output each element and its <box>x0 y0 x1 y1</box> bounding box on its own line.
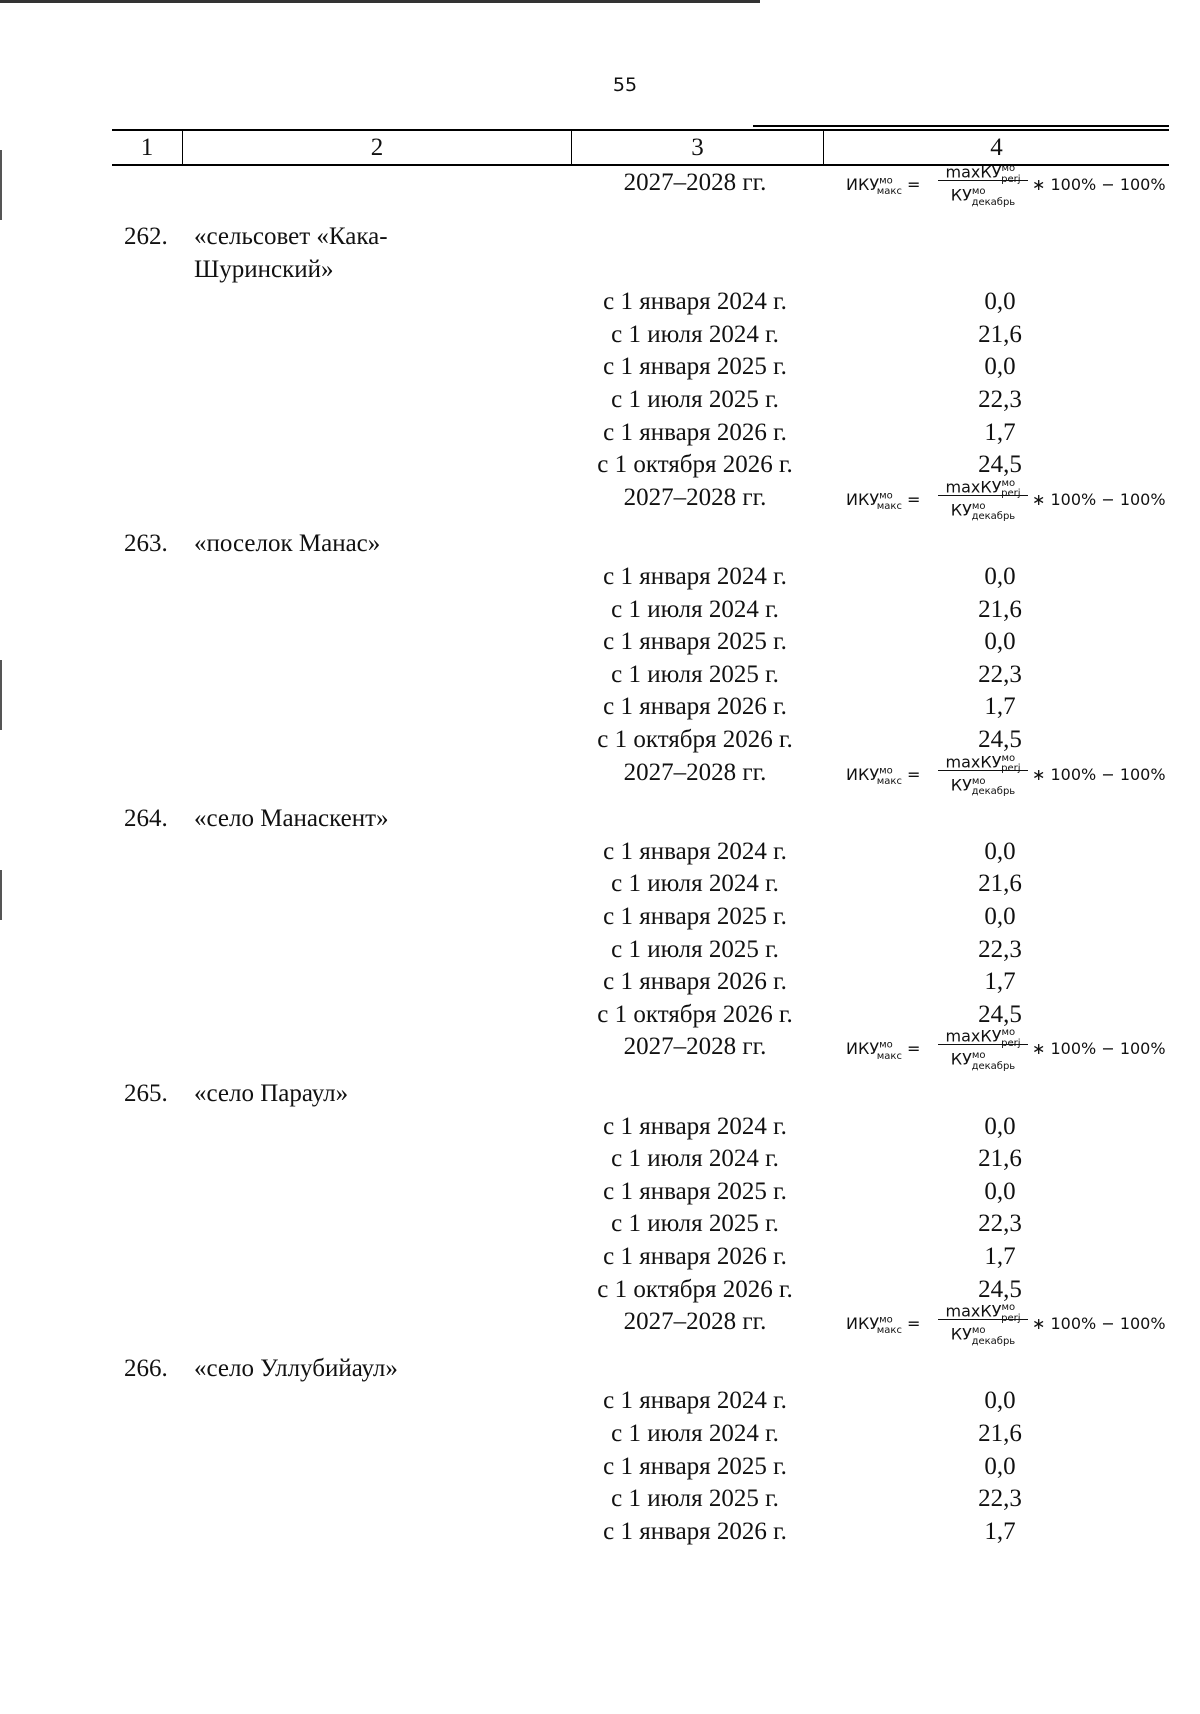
row-value: 0,0 <box>984 563 1016 590</box>
formula-lhs: $ИКУ^{мо}_{макс}$ = <box>846 489 921 512</box>
formula-rhs: ∗ 100% − 100% <box>1032 764 1166 784</box>
formula-fraction: maxКУ$^{мо}_{perj}$ $КУ^{мо}_{декабрь}$ <box>938 1022 1028 1067</box>
formula-fraction: maxКУ$^{мо}_{perj}$ $КУ^{мо}_{декабрь}$ <box>938 748 1028 793</box>
row-value: 1,7 <box>984 1517 1016 1545</box>
row-value: 0,0 <box>984 1452 1016 1480</box>
scan-edge-mark <box>0 870 2 920</box>
page-number: 55 <box>612 74 638 96</box>
row-date: с 1 января 2025 г. <box>603 1177 787 1205</box>
row-date: с 1 января 2026 г. <box>603 418 787 446</box>
row-value: 0,0 <box>984 837 1016 865</box>
formula-rhs: ∗ 100% − 100% <box>1032 1039 1166 1059</box>
row-date: с 1 июля 2024 г. <box>611 1145 779 1173</box>
formula-iku <box>846 473 1176 527</box>
scan-edge-mark <box>0 150 2 220</box>
header-col-1: 1 <box>140 134 154 161</box>
formula-iku <box>846 1297 1176 1351</box>
row-date: с 1 января 2024 г. <box>603 1112 787 1140</box>
row-value: 22,3 <box>978 386 1022 413</box>
row-value: 0,0 <box>984 628 1016 656</box>
formula-lhs: $ИКУ^{мо}_{макс}$ = <box>846 764 921 787</box>
row-value: 1,7 <box>984 693 1016 721</box>
row-date: с 1 января 2024 г. <box>603 837 787 865</box>
scan-edge-top <box>0 0 760 3</box>
row-value: 0,0 <box>984 1387 1016 1415</box>
row-value: 0,0 <box>984 903 1016 930</box>
row-date: с 1 июля 2024 г. <box>611 1420 779 1447</box>
entry-number: 263. <box>124 530 168 558</box>
table-header-rule <box>753 125 1169 127</box>
row-date: с 1 октября 2026 г. <box>597 1275 793 1303</box>
entry-name: Шуринский» <box>194 255 334 283</box>
row-value: 24,5 <box>978 726 1022 753</box>
period-label: 2027–2028 гг. <box>623 1033 767 1061</box>
row-date: с 1 января 2026 г. <box>603 1517 787 1545</box>
row-value: 0,0 <box>984 1177 1016 1205</box>
formula-fraction: maxКУ$^{мо}_{perj}$ $КУ^{мо}_{декабрь}$ <box>938 1297 1028 1342</box>
row-date: с 1 января 2025 г. <box>603 353 787 381</box>
formula-iku <box>846 1022 1176 1076</box>
period-label: 2027–2028 гг. <box>623 1308 767 1336</box>
row-value: 22,3 <box>978 1485 1022 1513</box>
row-date: с 1 января 2025 г. <box>603 1452 787 1480</box>
row-value: 24,5 <box>978 1275 1022 1303</box>
entry-number: 265. <box>124 1080 168 1107</box>
row-date: с 1 июля 2024 г. <box>611 595 779 623</box>
entry-number: 262. <box>124 223 168 250</box>
row-date: с 1 января 2024 г. <box>603 1387 787 1415</box>
formula-iku <box>846 748 1176 802</box>
entry-name: «село Уллубийаул» <box>194 1354 398 1382</box>
formula-fraction: maxКУ$^{мо}_{perj}$ $КУ^{мо}_{декабрь}$ <box>938 158 1028 203</box>
row-date: с 1 октября 2026 г. <box>597 1000 793 1028</box>
formula-lhs: $ИКУ^{мо}_{макс}$ = <box>846 175 921 198</box>
row-value: 0,0 <box>984 1112 1016 1140</box>
row-date: с 1 июля 2024 г. <box>611 320 779 348</box>
row-value: 1,7 <box>984 968 1016 996</box>
row-value: 21,6 <box>978 1420 1022 1447</box>
header-col-3: 3 <box>571 131 823 164</box>
row-date: с 1 июля 2025 г. <box>611 1210 779 1238</box>
row-date: с 1 января 2025 г. <box>603 628 787 656</box>
period-label: 2027–2028 гг. <box>623 483 767 511</box>
row-date: с 1 июля 2025 г. <box>611 935 779 963</box>
entry-name: «сельсовет «Кака- <box>194 223 388 250</box>
row-value: 21,6 <box>978 1145 1022 1173</box>
formula-fraction: maxКУ$^{мо}_{perj}$ $КУ^{мо}_{декабрь}$ <box>938 473 1028 518</box>
entry-name: «село Манаскент» <box>194 805 389 833</box>
row-date: с 1 января 2024 г. <box>603 288 787 316</box>
entry-name: «поселок Манас» <box>194 530 381 558</box>
row-date: с 1 июля 2025 г. <box>611 660 779 688</box>
row-date: с 1 января 2026 г. <box>603 968 787 996</box>
entry-number: 264. <box>124 805 168 833</box>
row-value: 21,6 <box>978 870 1022 898</box>
entry-name: «село Параул» <box>194 1080 349 1107</box>
formula-lhs: $ИКУ^{мо}_{макс}$ = <box>846 1039 921 1062</box>
row-date: с 1 января 2025 г. <box>603 903 787 930</box>
row-date: с 1 октября 2026 г. <box>597 726 793 753</box>
row-value: 21,6 <box>978 595 1022 623</box>
row-value: 1,7 <box>984 1243 1016 1270</box>
formula-rhs: ∗ 100% − 100% <box>1032 1314 1166 1334</box>
row-value: 24,5 <box>978 1000 1022 1028</box>
entry-number: 266. <box>124 1354 168 1382</box>
formula-rhs: ∗ 100% − 100% <box>1032 489 1166 509</box>
formula-lhs: $ИКУ^{мо}_{макс}$ = <box>846 1314 921 1337</box>
scan-edge-mark <box>0 660 2 730</box>
formula-iku <box>846 158 1176 212</box>
period-label: 2027–2028 гг. <box>623 758 767 786</box>
row-value: 1,7 <box>984 418 1016 446</box>
row-value: 24,5 <box>978 451 1022 479</box>
header-col-2: 2 <box>182 131 571 164</box>
row-value: 0,0 <box>984 288 1016 316</box>
row-value: 22,3 <box>978 1210 1022 1238</box>
row-value: 22,3 <box>978 935 1022 963</box>
row-date: с 1 января 2026 г. <box>603 693 787 721</box>
row-value: 22,3 <box>978 660 1022 688</box>
row-date: с 1 июля 2024 г. <box>611 870 779 898</box>
row-date: с 1 января 2026 г. <box>603 1243 787 1270</box>
row-date: с 1 января 2024 г. <box>603 563 787 590</box>
row-date: с 1 октября 2026 г. <box>597 451 793 479</box>
formula-rhs: ∗ 100% − 100% <box>1032 175 1166 194</box>
header-col-4: 4 <box>823 131 1169 164</box>
row-value: 0,0 <box>984 353 1016 381</box>
row-date: с 1 июля 2025 г. <box>611 1485 779 1513</box>
row-value: 21,6 <box>978 320 1022 348</box>
period-label: 2027–2028 гг. <box>623 169 767 196</box>
row-date: с 1 июля 2025 г. <box>611 386 779 413</box>
